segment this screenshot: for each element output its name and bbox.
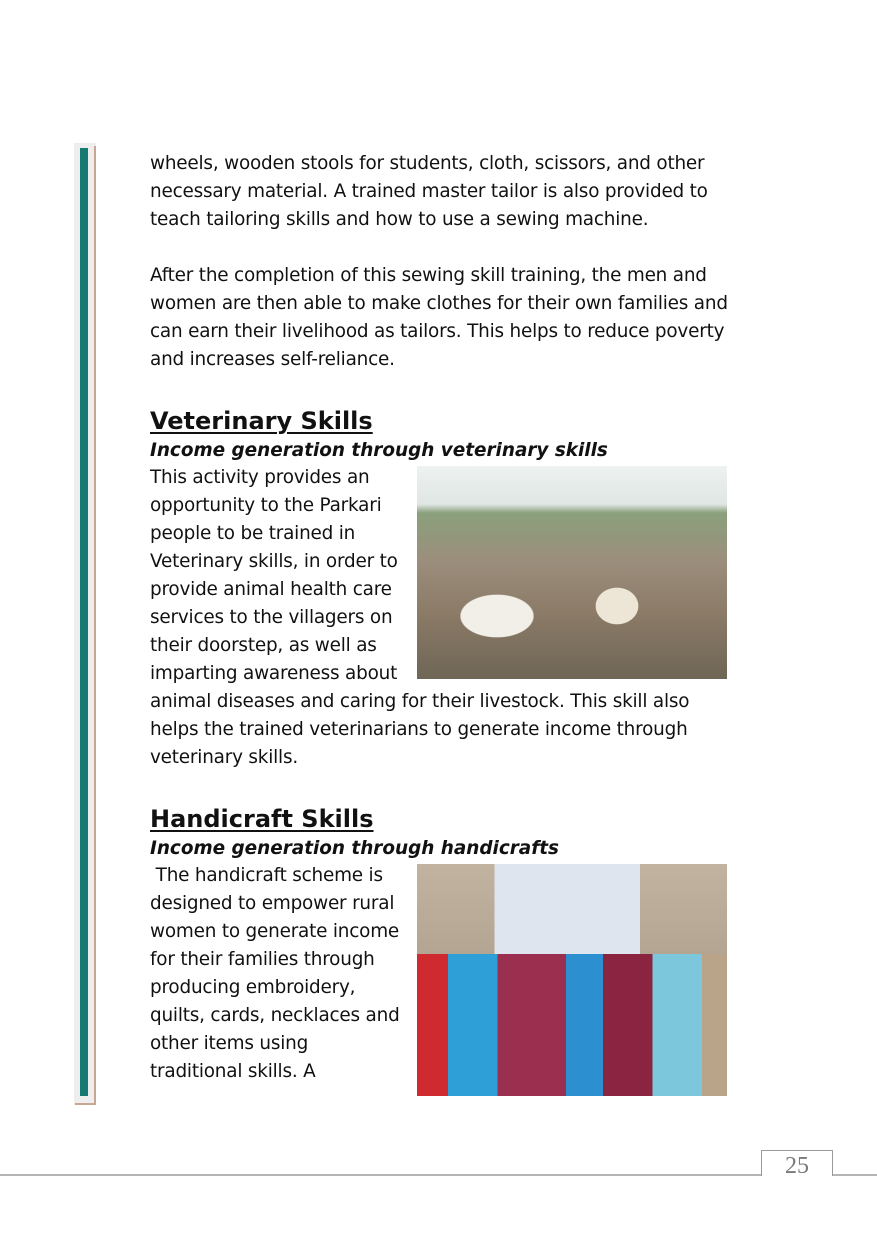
section-title: Veterinary Skills xyxy=(150,407,373,435)
section-body: The handicraft scheme is designed to empower rural women to generate income for their families through producing embroidery, quilts, cards, necklaces and other items using traditional skills. A xyxy=(150,865,406,1082)
intro-paragraph-1: wheels, wooden stools for students, cloth, scissors, and other necessary material. A trained master tailor is also provided to teach tailoring skills and how to use a sewing machine. xyxy=(150,153,708,230)
section-subtitle: Income generation through handicrafts xyxy=(150,838,559,859)
side-accent-bar xyxy=(80,148,88,1096)
side-bar-bottom-edge xyxy=(75,1103,96,1105)
intro-paragraph-2: After the completion of this sewing skill training, the men and women are then able to make clothes for their own families and can earn their livelihood as tailors. This helps to reduce poverty and increases self-reliance. xyxy=(150,265,728,370)
section-handicraft xyxy=(150,802,730,1100)
section-body: This activity provides an opportunity to the Parkari people to be trained in Veterinary skills, in order to provide animal health care services to the villagers on their doorstep, as well as imparting awareness about animal diseases and caring for their livestock. This skill also helps the trained veterinarians to generate income through veterinary skills. xyxy=(150,467,690,768)
section-title: Handicraft Skills xyxy=(150,805,374,833)
side-bar-edge xyxy=(94,146,96,1104)
section-subtitle: Income generation through veterinary skills xyxy=(150,440,608,461)
page-number: 25 xyxy=(785,1153,809,1179)
handicraft-photo xyxy=(417,864,727,1096)
page-number-tab xyxy=(761,1150,833,1179)
veterinary-photo xyxy=(417,466,727,679)
footer-rule xyxy=(0,1174,877,1176)
section-veterinary xyxy=(150,404,730,772)
page-content xyxy=(150,150,730,1100)
